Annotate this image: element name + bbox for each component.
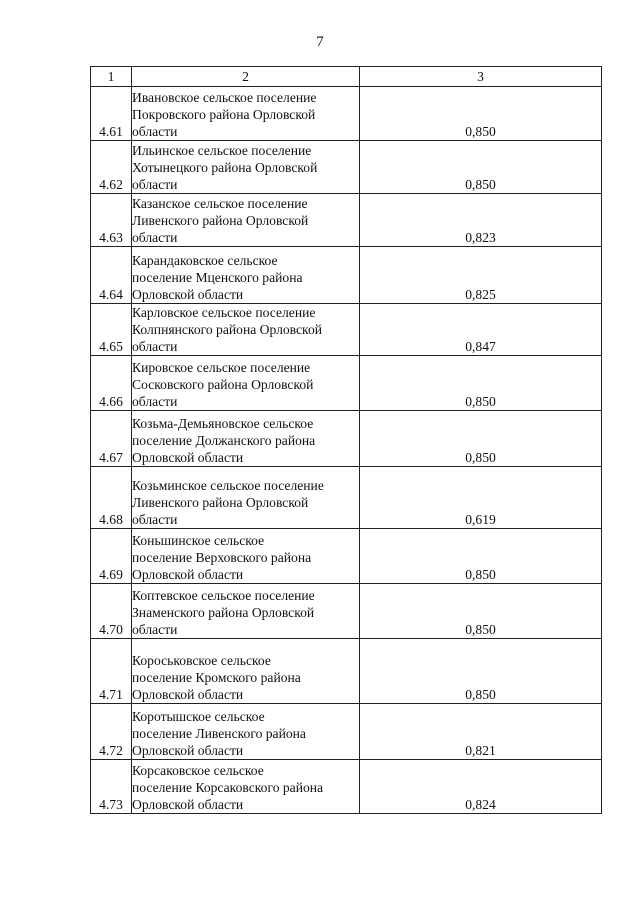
table-row (91, 584, 602, 639)
settlement-name (132, 467, 360, 529)
coefficient-value: 0,850 (360, 141, 602, 194)
row-number: 4.65 (91, 304, 132, 356)
settlement-name-line: Кировское сельское поселение (132, 360, 311, 375)
settlement-name-line: Покровского района Орловской (132, 107, 316, 122)
settlement-name-line: области (132, 230, 178, 245)
table-row (91, 356, 602, 411)
coefficient-value: 0,619 (360, 467, 602, 529)
settlement-name-line: поселение Кромского района (132, 670, 301, 685)
coefficient-value: 0,850 (360, 584, 602, 639)
settlement-name-line: Казанское сельское поселение (132, 196, 308, 211)
settlement-name-line: области (132, 339, 178, 354)
coefficient-value: 0,847 (360, 304, 602, 356)
settlement-name (132, 760, 360, 814)
table-row (91, 247, 602, 304)
settlement-name-line: Карловское сельское поселение (132, 305, 316, 320)
table-row (91, 304, 602, 356)
settlement-name (132, 356, 360, 411)
coefficient-value: 0,850 (360, 529, 602, 584)
coefficient-value: 0,850 (360, 356, 602, 411)
settlement-name-line: Колпнянского района Орловской (132, 322, 323, 337)
settlement-name (132, 639, 360, 704)
row-number: 4.61 (91, 87, 132, 141)
table-row (91, 639, 602, 704)
settlement-name-line: Орловской области (132, 567, 244, 582)
column-header-3: 3 (360, 67, 602, 87)
settlement-name (132, 529, 360, 584)
settlement-name-line: области (132, 177, 178, 192)
coefficient-value: 0,850 (360, 411, 602, 467)
table-row (91, 87, 602, 141)
settlement-name-line: Орловской области (132, 743, 244, 758)
settlement-name-line: Ливенского района Орловской (132, 495, 309, 510)
settlement-name-line: Коротышское сельское (132, 709, 265, 724)
table-body (91, 87, 602, 814)
settlement-name-line: Коптевское сельское поселение (132, 588, 315, 603)
table-row (91, 141, 602, 194)
row-number: 4.70 (91, 584, 132, 639)
settlement-name-line: Коньшинское сельское (132, 533, 265, 548)
settlement-name-line: Хотынецкого района Орловской (132, 160, 318, 175)
table-row (91, 704, 602, 760)
table-row (91, 529, 602, 584)
row-number: 4.62 (91, 141, 132, 194)
settlement-name-line: Орловской области (132, 797, 244, 812)
table-header-row (91, 67, 602, 87)
settlement-name-line: поселение Должанского района (132, 433, 316, 448)
table-row (91, 411, 602, 467)
settlement-name (132, 87, 360, 141)
settlement-name-line: Козьма-Демьяновское сельское (132, 416, 314, 431)
settlement-name-line: поселение Корсаковского района (132, 780, 324, 795)
settlement-name-line: Сосковского района Орловской (132, 377, 314, 392)
table-row (91, 467, 602, 529)
settlement-name-line: области (132, 622, 178, 637)
settlement-name-line: Ильинское сельское поселение (132, 143, 312, 158)
row-number: 4.69 (91, 529, 132, 584)
settlement-name (132, 141, 360, 194)
settlement-name (132, 584, 360, 639)
row-number: 4.64 (91, 247, 132, 304)
settlement-name-line: поселение Верховского района (132, 550, 312, 565)
column-header-1: 1 (91, 67, 132, 87)
settlement-name-line: Орловской области (132, 450, 244, 465)
row-number: 4.63 (91, 194, 132, 247)
row-number: 4.71 (91, 639, 132, 704)
coefficient-table (90, 66, 602, 814)
settlement-name-line: Ливенского района Орловской (132, 213, 309, 228)
settlement-name (132, 704, 360, 760)
page-number: 7 (316, 34, 324, 50)
settlement-name-line: Орловской области (132, 687, 244, 702)
settlement-name-line: Ивановское сельское поселение (132, 90, 317, 105)
coefficient-value: 0,850 (360, 87, 602, 141)
settlement-name-line: Козьминское сельское поселение (132, 478, 324, 493)
column-header-2: 2 (132, 67, 360, 87)
row-number: 4.67 (91, 411, 132, 467)
coefficient-value: 0,821 (360, 704, 602, 760)
settlement-name-line: области (132, 512, 178, 527)
settlement-name (132, 304, 360, 356)
settlement-name-line: поселение Ливенского района (132, 726, 306, 741)
coefficient-value: 0,850 (360, 639, 602, 704)
row-number: 4.68 (91, 467, 132, 529)
coefficient-value: 0,823 (360, 194, 602, 247)
row-number: 4.73 (91, 760, 132, 814)
settlement-name-line: поселение Мценского района (132, 270, 303, 285)
settlement-name-line: Знаменского района Орловской (132, 605, 315, 620)
table-row (91, 194, 602, 247)
settlement-name-line: Корсаковское сельское (132, 763, 264, 778)
table-row (91, 760, 602, 814)
settlement-name (132, 194, 360, 247)
settlement-name (132, 411, 360, 467)
coefficient-value: 0,824 (360, 760, 602, 814)
row-number: 4.72 (91, 704, 132, 760)
coefficient-value: 0,825 (360, 247, 602, 304)
settlement-name (132, 247, 360, 304)
settlement-name-line: Короськовское сельское (132, 653, 271, 668)
settlement-name-line: области (132, 124, 178, 139)
row-number: 4.66 (91, 356, 132, 411)
settlement-name-line: Карандаковское сельское (132, 253, 278, 268)
settlement-name-line: области (132, 394, 178, 409)
settlement-name-line: Орловской области (132, 287, 244, 302)
